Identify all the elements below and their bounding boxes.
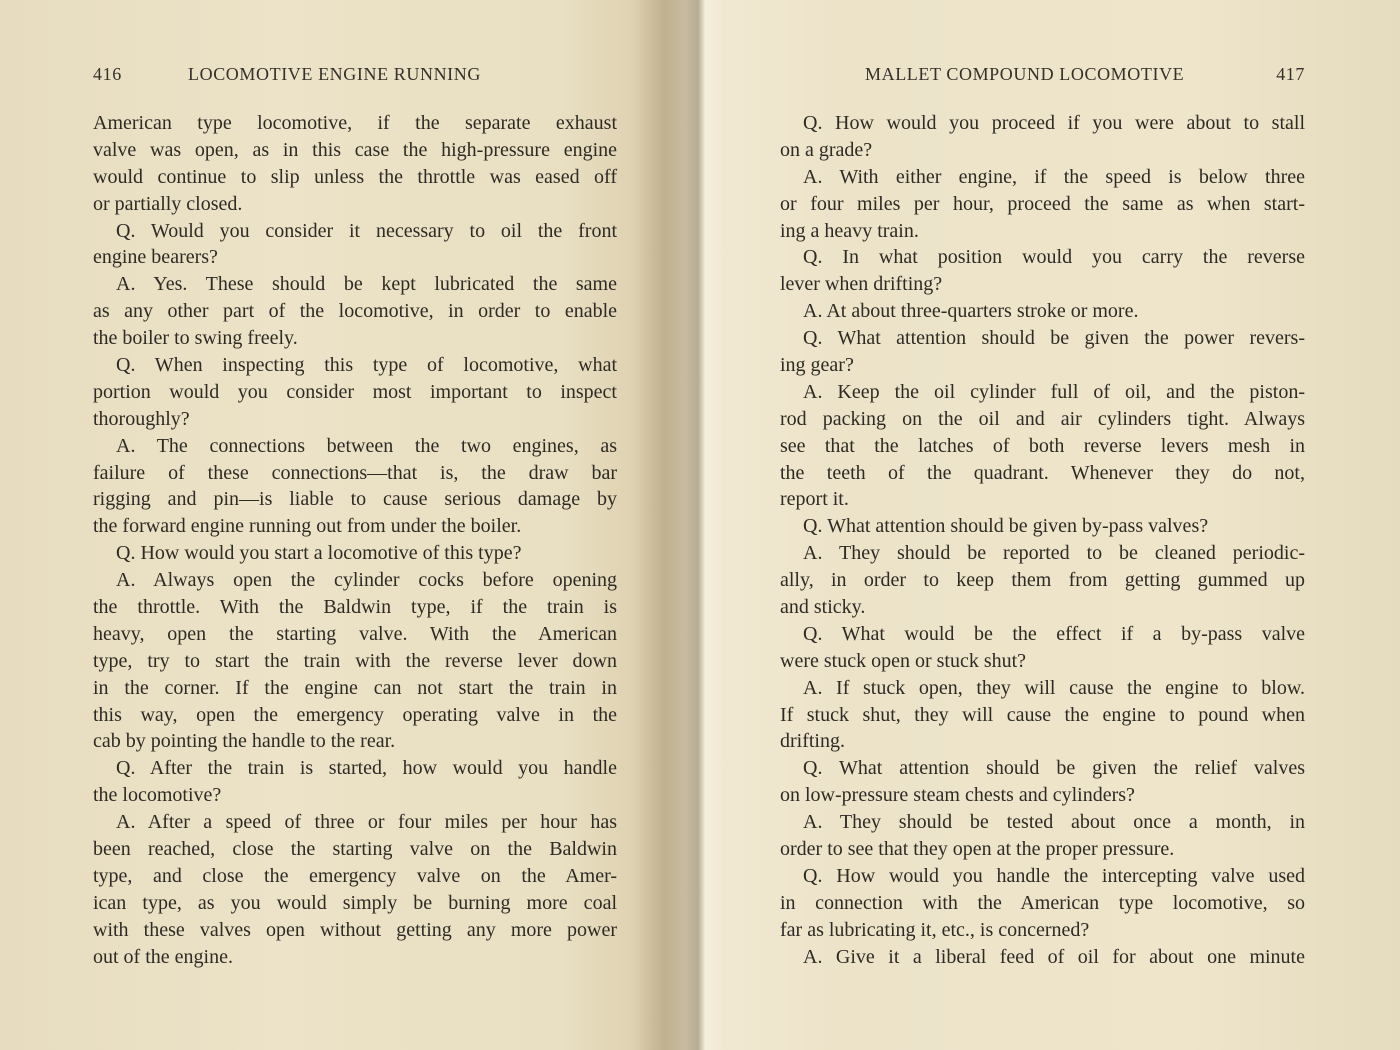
text-line: ing gear? [780, 354, 854, 377]
text-line: A. With either engine, if the speed is below three [803, 165, 1305, 188]
text-line: the boiler to swing freely. [93, 327, 298, 350]
text-line: rigging and pin—is liable to cause serious damage by [93, 488, 617, 511]
page-number: 416 [93, 64, 122, 84]
right-page [780, 0, 1305, 1050]
text-line: Q. What attention should be given the relief valves [803, 757, 1305, 780]
text-line: were stuck open or stuck shut? [780, 649, 1027, 672]
text-line: Q. How would you handle the intercepting valve used [803, 864, 1305, 887]
text-line: heavy, open the starting valve. With the American [93, 622, 617, 645]
text-line: been reached, close the starting valve on the Baldwin [93, 838, 617, 861]
text-line: Q. What attention should be given the power revers- [803, 327, 1305, 350]
text-line: American type locomotive, if the separate exhaust [93, 112, 617, 134]
left-page-header [93, 64, 617, 88]
text-line: far as lubricating it, etc., is concerned? [780, 918, 1090, 941]
text-line: valve was open, as in this case the high-pressure engine [93, 138, 617, 161]
text-line: A. Give it a liberal feed of oil for about one minute [803, 945, 1305, 968]
text-line: type, try to start the train with the reverse lever down [93, 649, 617, 672]
text-line: Q. When inspecting this type of locomotive, what [116, 354, 617, 377]
text-line: Q. After the train is started, how would you handle [116, 757, 617, 780]
left-page-text [93, 110, 617, 971]
text-line: portion would you consider most important to inspect [93, 380, 617, 403]
text-line: A. Keep the oil cylinder full of oil, and the piston- [803, 380, 1305, 403]
text-line: the forward engine running out from under the boiler. [93, 515, 522, 538]
text-line: type, and close the emergency valve on the Amer- [93, 864, 617, 887]
text-line: would continue to slip unless the throttle was eased off [93, 165, 617, 188]
text-line: A. They should be reported to be cleaned periodic- [803, 542, 1305, 565]
text-line: A. They should be tested about once a month, in [803, 811, 1305, 834]
text-line: lever when drifting? [780, 273, 943, 296]
text-line: A. If stuck open, they will cause the engine to blow. [803, 676, 1305, 699]
text-line: see that the latches of both reverse levers mesh in [780, 434, 1305, 457]
text-line: A. Always open the cylinder cocks before opening [116, 569, 617, 592]
text-line: ing a heavy train. [780, 219, 919, 242]
text-line: rod packing on the oil and air cylinders tight. Always [780, 407, 1305, 430]
text-line: in the corner. If the engine can not start the train in [93, 676, 617, 699]
text-line: If stuck shut, they will cause the engine to pound when [780, 703, 1305, 726]
text-line: Q. What attention should be given by-pass valves? [803, 515, 1209, 538]
text-line: failure of these connections—that is, the draw bar [93, 461, 617, 484]
text-line: Q. How would you proceed if you were about to stall [803, 112, 1305, 134]
text-line: or four miles per hour, proceed the same as when start- [780, 192, 1305, 215]
text-line: report it. [780, 488, 849, 511]
running-head: MALLET COMPOUND LOCOMOTIVE [865, 64, 1185, 84]
right-page-text [780, 110, 1305, 971]
text-line: A. After a speed of three or four miles per hour has [116, 811, 617, 834]
left-page [93, 0, 617, 1050]
text-line: thoroughly? [93, 407, 190, 430]
text-line: A. Yes. These should be kept lubricated the same [116, 273, 617, 296]
text-line: the locomotive? [93, 784, 222, 807]
text-line: engine bearers? [93, 246, 218, 269]
text-line: Q. In what position would you carry the reverse [803, 246, 1305, 269]
text-line: as any other part of the locomotive, in order to enable [93, 300, 617, 323]
book-gutter [635, 0, 725, 1050]
text-line: ally, in order to keep them from getting gummed up [780, 569, 1305, 592]
text-line: the teeth of the quadrant. Whenever they do not, [780, 461, 1305, 484]
text-line: on a grade? [780, 138, 873, 161]
text-line: A. The connections between the two engines, as [116, 434, 617, 457]
right-page-header [780, 64, 1305, 88]
text-line: A. At about three-quarters stroke or more. [803, 300, 1139, 323]
page-number: 417 [1276, 64, 1305, 84]
running-head: LOCOMOTIVE ENGINE RUNNING [188, 64, 481, 84]
text-line: with these valves open without getting any more power [93, 918, 617, 941]
text-line: Q. How would you start a locomotive of this type? [116, 542, 522, 565]
text-line: Q. Would you consider it necessary to oil the front [116, 219, 617, 242]
text-line: in connection with the American type locomotive, so [780, 891, 1305, 914]
text-line: Q. What would be the effect if a by-pass valve [803, 622, 1305, 645]
text-line: the throttle. With the Baldwin type, if the train is [93, 596, 617, 619]
text-line: and sticky. [780, 596, 866, 619]
text-line: order to see that they open at the proper pressure. [780, 838, 1175, 861]
text-line: ican type, as you would simply be burning more coal [93, 891, 617, 914]
text-line: or partially closed. [93, 192, 243, 215]
text-line: out of the engine. [93, 945, 233, 968]
text-line: this way, open the emergency operating valve in the [93, 703, 617, 726]
text-line: on low-pressure steam chests and cylinders? [780, 784, 1135, 807]
text-line: cab by pointing the handle to the rear. [93, 730, 396, 753]
text-line: drifting. [780, 730, 845, 753]
